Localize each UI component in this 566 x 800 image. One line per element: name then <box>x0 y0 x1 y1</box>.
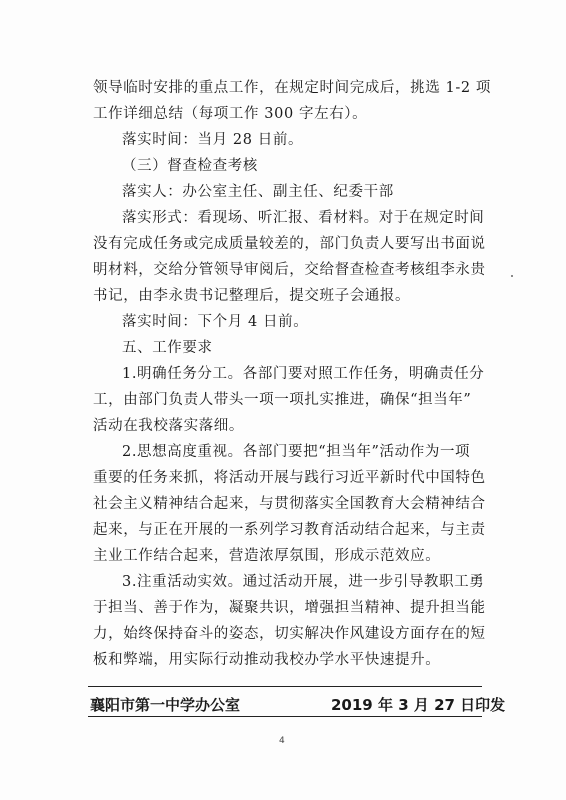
body-line: 2.思想高度重视。各部门要把“担当年”活动作为一项 <box>122 444 471 460</box>
body-line: 重要的任务来抓，将活动开展与践行习近平新时代中国特色 <box>93 470 486 486</box>
body-line: 明材料，交给分管领导审阅后，交给督查检查考核组李永贵 <box>93 262 486 278</box>
body-line: 板和弊端，用实际行动推动我校办学水平快速提升。 <box>93 652 441 668</box>
body-line: 落实时间：当月 28 日前。 <box>122 132 304 148</box>
footer-bottom-rule <box>88 716 482 717</box>
footer-top-rule <box>88 686 482 687</box>
scan-speck <box>511 275 513 277</box>
body-line: 力，始终保持奋斗的姿态，切实解决作风建设方面存在的短 <box>93 626 486 642</box>
body-line: 没有完成任务或完成质量较差的，部门负责人要写出书面说 <box>93 236 486 252</box>
section-heading: 五、工作要求 <box>122 340 213 356</box>
page-number: 4 <box>279 736 285 746</box>
body-line: 领导临时安排的重点工作，在规定时间完成后，挑选 1-2 项 <box>93 80 491 96</box>
body-line: 主业工作结合起来，营造浓厚氛围，形成示范效应。 <box>93 548 441 564</box>
body-line: 落实形式：看现场、听汇报、看材料。对于在规定时间 <box>122 210 485 226</box>
body-line: 起来，与正在开展的一系列学习教育活动结合起来，与主责 <box>93 522 486 538</box>
section-heading: （三）督查检查考核 <box>122 158 258 174</box>
footer-office: 襄阳市第一中学办公室 <box>90 696 241 714</box>
body-line: 工，由部门负责人带头一项一项扎实推进，确保“担当年” <box>93 392 472 408</box>
body-line: 1.明确任务分工。各部门要对照工作任务，明确责任分 <box>122 366 485 382</box>
footer-date: 2019 年 3 月 27 日印发 <box>331 696 506 714</box>
body-line: 社会主义精神结合起来，与贯彻落实全国教育大会精神结合 <box>93 496 486 512</box>
body-line: 3.注重活动实效。通过活动开展，进一步引导教职工勇 <box>122 574 485 590</box>
body-line: 工作详细总结（每项工作 300 字左右）。 <box>93 106 368 122</box>
body-line: 书记，由李永贵书记整理后，提交班子会通报。 <box>93 288 411 304</box>
body-line: 于担当、善于作为，凝聚共识，增强担当精神、提升担当能 <box>93 600 486 616</box>
body-line: 落实时间：下个月 4 日前。 <box>122 314 309 330</box>
body-line: 落实人：办公室主任、副主任、纪委干部 <box>122 184 394 200</box>
body-line: 活动在我校落实落细。 <box>93 418 244 434</box>
